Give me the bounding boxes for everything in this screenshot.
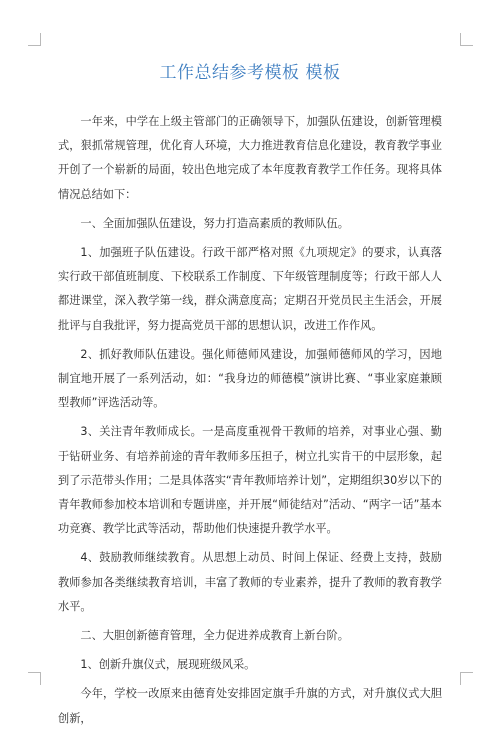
section-heading-1: 一、全面加强队伍建设，努力打造高素质的教师队伍。 (80, 216, 349, 230)
crop-mark-bottom-right (460, 672, 473, 685)
document-title: 工作总结参考模板 模板 (159, 63, 341, 83)
paragraph-teacher-team: 2、抓好教师队伍建设。强化师德师风建设，加强师德师风的学习，因地制宜地开展了一系列活动，如：“我身边的师德模”演讲比赛、“事业家庭兼顾型教师”评选活动等。 (58, 347, 442, 410)
crop-mark-bottom-left (28, 672, 41, 685)
crop-mark-top-right (460, 33, 473, 46)
paragraph-flag-ceremony: 今年，学校一改原来由德育处安排固定旗手升旗的方式，对升旗仪式大胆创新， (58, 687, 442, 725)
paragraph-leadership-team: 1、加强班子队伍建设。行政干部严格对照《九项规定》的要求，认真落实行政干部值班制度、下校联系工作制度、下年级管理制度等；行政干部人人都进课堂，深入教学第一线，群众满意度高；定期召开党员民主生活会，开展批评与自我批评，努力提高党员干部的思想认识，改进工作作风。 (58, 246, 442, 332)
document-body (58, 110, 442, 736)
section-heading-2: 二、大胆创新德育管理，全力促进养成教育上新台阶。 (80, 629, 349, 643)
paragraph-continuing-education: 4、鼓励教师继续教育。从思想上动员、时间上保证、经费上支持，鼓励教师参加各类继续教育培训，丰富了教师的专业素养，提升了教师的教育教学水平。 (58, 551, 442, 613)
subheading-flag-ceremony: 1、创新升旗仪式，展现班级风采。 (80, 658, 256, 672)
paragraph-young-teachers: 3、关注青年教师成长。一是高度重视骨干教师的培养，对事业心强、勤于钻研业务、有培养前途的青年教师多压担子，树立扎实肯干的中层形象，起到了示范带头作用；二是具体落实“青年教师培养计划”，定期组织30岁以下的青年教师参加校本培训和专题讲座，并开展“师徒结对”活动、“两字一话”基本功竞赛、教学比武等活动，帮助他们快速提升教学水平。 (58, 425, 442, 536)
intro-paragraph: 一年来，中学在上级主管部门的正确领导下，加强队伍建设，创新管理模式，狠抓常规管理，优化育人环境，大力推进教育信息化建设，教育教学事业开创了一个崭新的局面，较出色地完成了本年度教育教学工作任务。现将具体情况总结如下： (58, 115, 442, 201)
crop-mark-top-left (28, 33, 41, 46)
